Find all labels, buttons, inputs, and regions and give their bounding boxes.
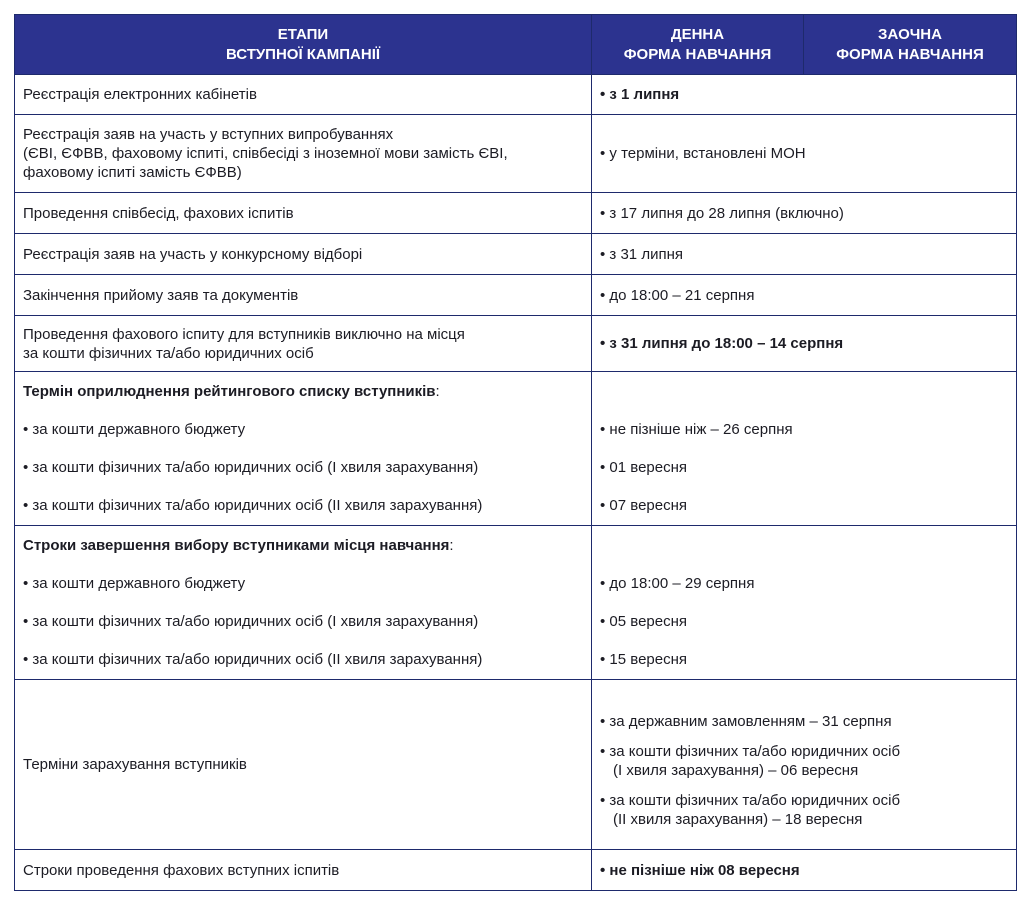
stage-cell: Закінчення прийому заяв та документів: [15, 275, 592, 316]
date-cell: • не пізніше ніж 08 вересня: [592, 850, 1017, 891]
rating-item-label: • за кошти фізичних та/або юридичних осіб (І хвиля зарахування): [23, 458, 479, 476]
header-part-time: ЗАОЧНА ФОРМА НАВЧАННЯ: [804, 15, 1017, 75]
table-header-row: [15, 15, 1017, 75]
table-row-rating: [15, 372, 1017, 526]
stage-cell: Реєстрація електронних кабінетів: [15, 75, 592, 115]
enrollment-date: • за кошти фізичних та/або юридичних осіб: [600, 742, 901, 760]
rating-item-date: • 01 вересня: [600, 458, 688, 476]
stage-cell: Реєстрація заяв на участь у конкурсному відборі: [15, 234, 592, 275]
admission-schedule-table: [14, 14, 1017, 891]
table-row: [15, 115, 1017, 193]
choice-item-label: • за кошти фізичних та/або юридичних осіб (ІІ хвиля зарахування): [23, 650, 483, 668]
date-cell: • у терміни, встановлені МОН: [592, 115, 1017, 193]
rating-item-label: • за кошти фізичних та/або юридичних осіб (ІІ хвиля зарахування): [23, 496, 483, 514]
date-cell: • до 18:00 – 21 серпня: [592, 275, 1017, 316]
table-row: [15, 75, 1017, 115]
table-row-enrollment: [15, 680, 1017, 850]
enrollment-date-cell: • за державним замовленням – 31 серпня • за кошти фізичних та/або юридичних осіб (І хвиля зарахування) – 06 вересня • за кошти фізичних та/або юридичних осіб (ІІ хвиля зарахування) – 18 вересня: [592, 680, 1017, 850]
choice-title: Строки завершення вибору вступниками місця навчання: [23, 536, 450, 554]
table-row-choice: [15, 526, 1017, 680]
rating-date-cell: [592, 372, 1017, 526]
rating-item-date: • не пізніше ніж – 26 серпня: [600, 420, 793, 438]
date-cell: • з 1 липня: [592, 75, 1017, 115]
choice-item-label: • за кошти фізичних та/або юридичних осіб (І хвиля зарахування): [23, 612, 479, 630]
table-row: [15, 316, 1017, 372]
rating-item-label: • за кошти державного бюджету: [23, 420, 246, 438]
stage-cell: Строки проведення фахових вступних іспитів: [15, 850, 592, 891]
table-row: [15, 275, 1017, 316]
rating-title: Термін оприлюднення рейтингового списку вступників: [23, 382, 436, 400]
choice-item-date: • 15 вересня: [600, 650, 688, 668]
enrollment-date: • за кошти фізичних та/або юридичних осіб: [600, 791, 901, 809]
table-row: [15, 850, 1017, 891]
table-row: [15, 193, 1017, 234]
header-stages: ЕТАПИ ВСТУПНОЇ КАМПАНІЇ: [15, 15, 592, 75]
choice-item-label: • за кошти державного бюджету: [23, 574, 246, 592]
date-cell: • з 17 липня до 28 липня (включно): [592, 193, 1017, 234]
table-row: [15, 234, 1017, 275]
choice-date-cell: [592, 526, 1017, 680]
date-cell: • з 31 липня: [592, 234, 1017, 275]
rating-item-date: • 07 вересня: [600, 496, 688, 514]
rating-stage-cell: Термін оприлюднення рейтингового списку вступників: • за кошти державного бюджету • за кошти фізичних та/або юридичних осіб (І хвиля зарахування) • за кошти фізичних та/або юридичних осіб (ІІ хвиля зарахування): [15, 372, 592, 526]
stage-cell: Реєстрація заяв на участь у вступних випробуваннях (ЄВІ, ЄФВВ, фаховому іспиті, співбесіді з іноземної мови замість ЄВІ, фаховому іспиті замість ЄФВВ): [15, 115, 592, 193]
choice-stage-cell: Строки завершення вибору вступниками місця навчання: • за кошти державного бюджету • за кошти фізичних та/або юридичних осіб (І хвиля зарахування) • за кошти фізичних та/або юридичних осіб (ІІ хвиля зарахування): [15, 526, 592, 680]
stage-cell: Проведення співбесід, фахових іспитів: [15, 193, 592, 234]
stage-cell: Проведення фахового іспиту для вступників виключно на місця за кошти фізичних та/або юридичних осіб: [15, 316, 592, 372]
choice-item-date: • 05 вересня: [600, 612, 688, 630]
enrollment-stage-cell: Терміни зарахування вступників: [15, 680, 592, 850]
date-cell: • з 31 липня до 18:00 – 14 серпня: [592, 316, 1017, 372]
enrollment-date: • за державним замовленням – 31 серпня: [600, 712, 892, 730]
header-full-time: ДЕННА ФОРМА НАВЧАННЯ: [592, 15, 804, 75]
choice-item-date: • до 18:00 – 29 серпня: [600, 574, 755, 592]
